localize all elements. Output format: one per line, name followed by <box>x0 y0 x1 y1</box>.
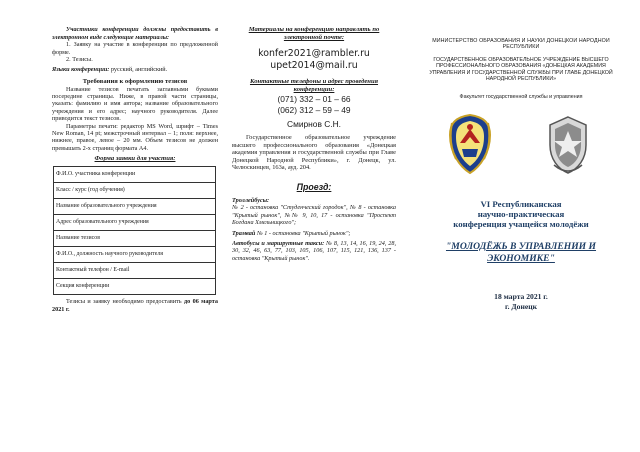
deadline-text: Тезисы и заявку необходимо предоставить <box>66 298 184 306</box>
form-cell-supervisor: Ф.И.О., должность научного руководителя <box>54 247 216 263</box>
intro-lead: Участники конференции должны предоставить в электронном виде следующие материалы: <box>52 26 218 41</box>
form-row <box>54 279 216 295</box>
trolleybus-label: Троллейбусы: <box>232 196 270 204</box>
trolleybus-text: № 2 - остановка "Студенческий городок", № 8 - остановка "Крытый рынок", №№ 9, 10, 17 - остановка "Проспект Богдана Хмельницкого"; <box>232 204 396 227</box>
bus-label: Автобусы и маршрутные такси: <box>232 240 325 247</box>
tram-block <box>232 230 396 237</box>
contact-person: Смирнов С.Н. <box>287 119 341 129</box>
phone-secondary: (062) 312 – 59 – 49 <box>277 105 351 115</box>
form-row <box>54 167 216 183</box>
form-cell-institution: Название образовательного учреждения <box>54 199 216 215</box>
form-cell-address: Адрес образовательного учреждения <box>54 215 216 231</box>
email-primary: konfer2021@rambler.ru <box>258 48 370 59</box>
form-cell-name: Ф.И.О. участника конференции <box>54 167 216 183</box>
form-row <box>54 247 216 263</box>
faculty-name: Факультет государственной службы и управления <box>459 94 583 101</box>
application-form-title: Форма заявки для участия: <box>94 155 176 163</box>
conference-date-block <box>418 292 624 311</box>
conference-title-line1: VI Республиканская <box>480 198 562 209</box>
form-cell-section: Секция конференции <box>54 279 216 295</box>
form-row <box>54 215 216 231</box>
contacts-title: Контактные телефоны и адрес проведения конференции: <box>249 78 379 93</box>
requirements-column <box>52 26 218 452</box>
venue-address: Государственное образовательное учреждение высшего профессионального образования «Донецкая академия управления и государственной службы при Главе Донецкой Народной Республики», г. Донецк, ул. Челюскинцев, 163а, ауд. 204. <box>232 134 396 172</box>
directions-title: Проезд: <box>296 181 332 192</box>
form-cell-grade: Класс / курс (год обучения) <box>54 183 216 199</box>
intro-block <box>52 26 218 64</box>
form-cell-contact: Контактный телефон / E-mail <box>54 263 216 279</box>
deadline-date: до 06 марта 2021 г. <box>52 298 218 313</box>
intro-item-application: 1. Заявку на участие в конференции по предложенной форме. <box>52 41 218 56</box>
phone-primary: (071) 332 – 01 – 66 <box>277 94 351 104</box>
intro-item-theses: 2. Тезисы. <box>66 56 93 64</box>
conference-city: г. Донецк <box>505 301 537 311</box>
email-secondary: upet2014@mail.ru <box>270 60 358 71</box>
coat-of-arms-icon <box>446 113 494 175</box>
transport-list <box>232 197 396 262</box>
conference-title-line2: научно-практическая <box>477 209 565 220</box>
form-row <box>54 231 216 247</box>
form-row <box>54 199 216 215</box>
form-row <box>54 183 216 199</box>
bus-text: № 8, 13, 14, 16, 19, 24, 28, 30, 32, 46, 63, 77, 103, 105, 106, 107, 115, 121, 136, 137 - остановка "Крытый рынок". <box>232 240 396 262</box>
send-materials-title: Материалы на конференцию направлять по электронной почте: <box>248 26 380 41</box>
tram-text: № 1 - остановка "Крытый рынок"; <box>255 229 351 237</box>
application-form-table <box>53 166 216 295</box>
conference-title-line3: конференция учащейся молодёжи <box>453 219 589 230</box>
deadline-note <box>52 298 218 313</box>
requirements-title: Требования к оформлению тезисов <box>82 77 188 85</box>
requirements-text <box>52 86 218 153</box>
academy-emblem-icon <box>544 115 592 175</box>
requirements-paragraph-print: Параметры печати: редактор MS Word, шрифт – Times New Roman, 14 pt; межстрочный интервал – 1; поля: верхнее, нижнее, правое, левое – 20 мм. Объем тезисов не должен превышать 2-х страниц формата А4. <box>52 122 218 152</box>
bus-block <box>232 240 396 262</box>
trolleybus-block <box>232 197 396 227</box>
logos-row <box>418 113 624 193</box>
languages-line <box>52 66 218 74</box>
conference-slogan: "МОЛОДЁЖЬ В УПРАВЛЕНИИ И ЭКОНОМИКЕ" <box>445 241 597 264</box>
requirements-paragraph-title: Название тезисов печатать заглавными буквами посередине страницы. Ниже, в правой части страницы, указать: фамилию и имя автора; название образовательного учреждения и его адрес; научного руководителя. Далее приводится текст тезисов. <box>52 85 218 123</box>
ministry-name: МИНИСТЕРСТВО ОБРАЗОВАНИЯ И НАУКИ ДОНЕЦКОЙ НАРОДНОЙ РЕСПУБЛИКИ <box>432 38 610 51</box>
languages-value: русский, английский. <box>109 65 168 73</box>
form-cell-theses-title: Название тезисов <box>54 231 216 247</box>
tram-label: Трамвай <box>232 229 256 237</box>
title-column <box>418 38 624 452</box>
form-row <box>54 263 216 279</box>
university-name: ГОСУДАРСТВЕННОЕ ОБРАЗОВАТЕЛЬНОЕ УЧРЕЖДЕНИЕ ВЫСШЕГО ПРОФЕССИОНАЛЬНОГО ОБРАЗОВАНИЯ «ДОНЕЦКАЯ АКАДЕМИЯ УПРАВЛЕНИЯ И ГОСУДАРСТВЕННОЙ СЛУЖБЫ ПРИ ГЛАВЕ ДОНЕЦКОЙ НАРОДНОЙ РЕСПУБЛИКИ» <box>429 56 613 83</box>
conference-title <box>418 199 624 230</box>
languages-label: Языки конференции: <box>52 65 110 73</box>
contacts-column <box>232 26 396 452</box>
conference-date: 18 марта 2021 г. <box>494 292 548 302</box>
